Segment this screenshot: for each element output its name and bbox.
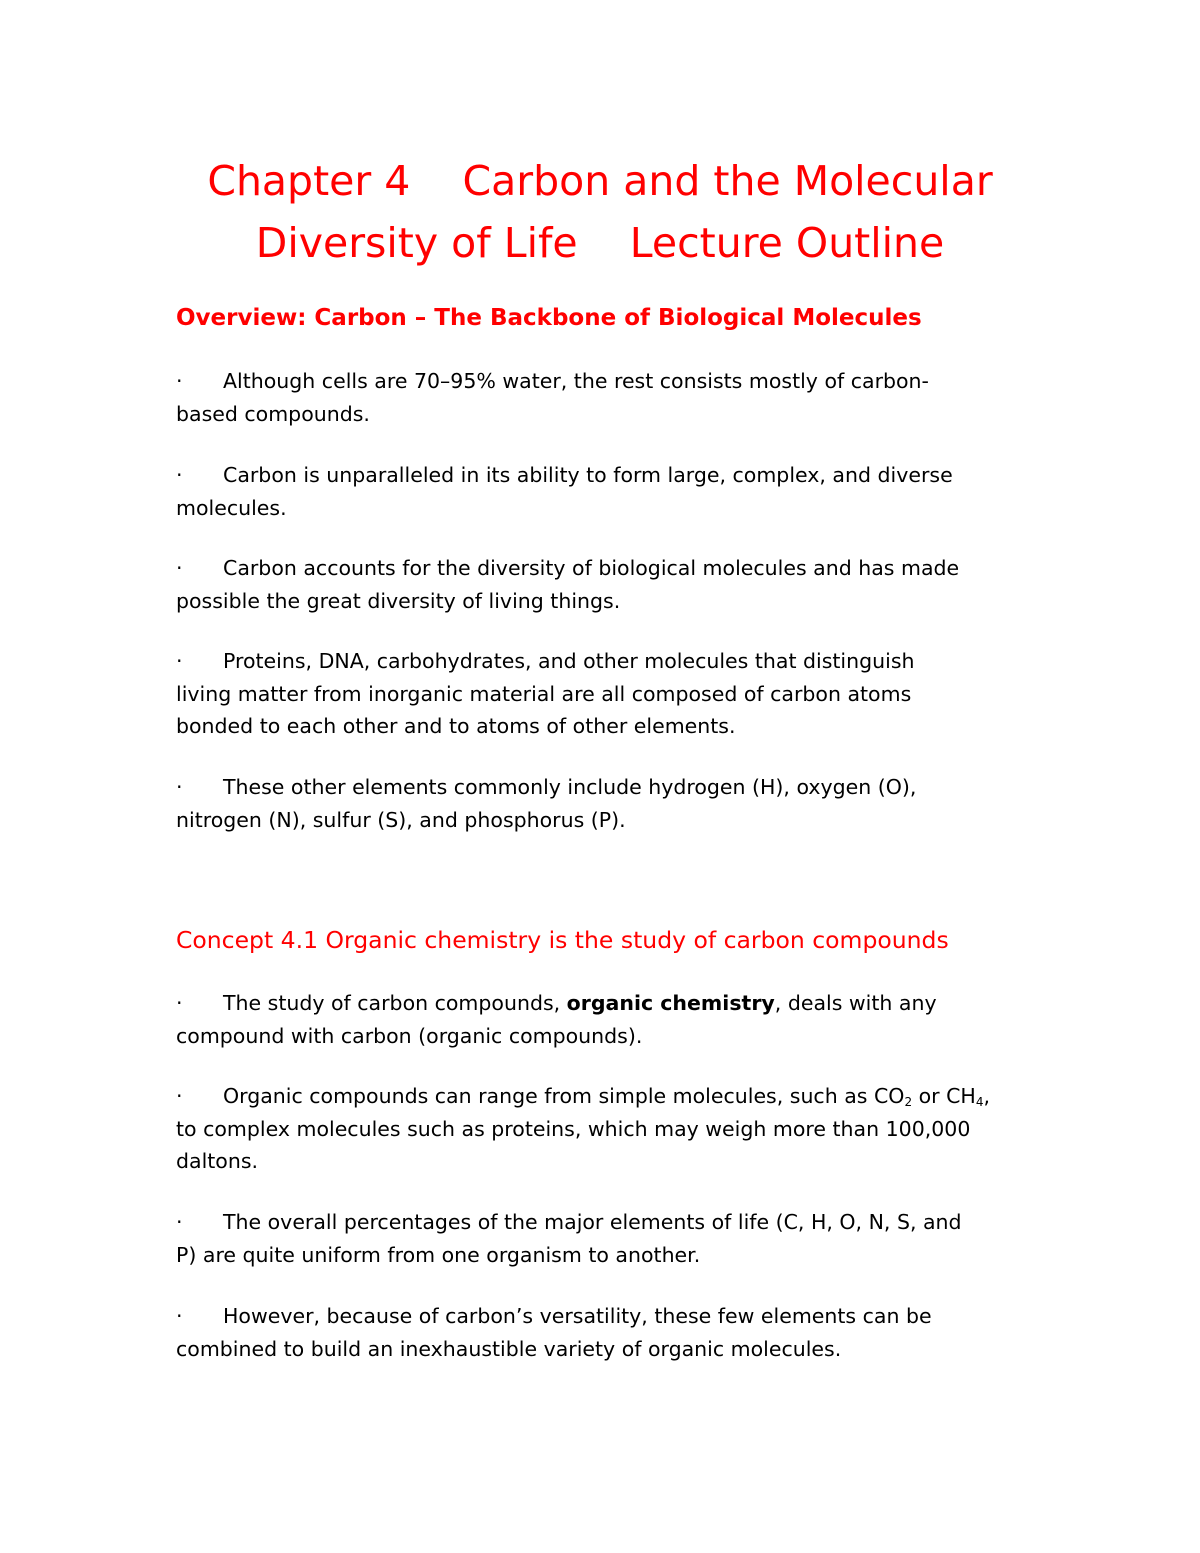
bullet-text: possible the great diversity of living things. [176, 588, 621, 613]
bullet-dot: · [176, 649, 183, 673]
bullet-dot: · [176, 369, 183, 393]
bullet-text: , [983, 1084, 990, 1108]
concept-bullet-1 [176, 987, 1036, 1052]
overview-bullet-3 [176, 552, 1036, 617]
concept-bullet-2 [176, 1080, 1036, 1178]
concept-bullet-3 [176, 1206, 1036, 1271]
bullet-dot: · [176, 1210, 183, 1234]
bullet-text: However, because of carbon’s versatility, these few elements can be [223, 1304, 932, 1328]
bullet-text: living matter from inorganic material are all composed of carbon atoms [176, 681, 912, 706]
bullet-dot: · [176, 775, 183, 799]
bullet-text: Although cells are 70–95% water, the rest consists mostly of carbon- [223, 369, 929, 393]
subscript: 2 [904, 1095, 913, 1109]
bullet-text: to complex molecules such as proteins, which may weigh more than 100,000 [176, 1116, 971, 1141]
bullet-text: molecules. [176, 495, 287, 520]
bullet-dot: · [176, 991, 183, 1015]
bullet-dot: · [176, 556, 183, 580]
bullet-text: These other elements commonly include hydrogen (H), oxygen (O), [223, 775, 917, 799]
bullet-text: Organic compounds can range from simple molecules, such as CO [223, 1084, 905, 1108]
page-title [120, 150, 1080, 274]
bullet-text: based compounds. [176, 401, 370, 426]
overview-bullet-2 [176, 459, 1036, 524]
bullet-text: or CH [912, 1084, 976, 1108]
title-line-2: Diversity of Life Lecture Outline [255, 219, 945, 267]
bullet-text: , deals with any [774, 991, 937, 1015]
bullet-text: combined to build an inexhaustible variety of organic molecules. [176, 1336, 842, 1361]
bullet-text: Carbon accounts for the diversity of biological molecules and has made [223, 556, 960, 580]
bullet-text: daltons. [176, 1149, 259, 1173]
bullet-dot: · [176, 463, 183, 487]
term-organic-chemistry: organic chemistry [566, 991, 775, 1015]
bullet-dot: · [176, 1084, 183, 1108]
bullet-text: The overall percentages of the major elements of life (C, H, O, N, S, and [223, 1210, 962, 1234]
overview-bullet-5 [176, 771, 1036, 836]
bullet-text: compound with carbon (organic compounds). [176, 1023, 643, 1048]
bullet-text: P) are quite uniform from one organism to another. [176, 1242, 701, 1267]
bullet-text: Carbon is unparalleled in its ability to form large, complex, and diverse [223, 463, 953, 487]
overview-bullet-4 [176, 645, 1036, 743]
concept-bullet-4 [176, 1300, 1036, 1365]
title-line-1: Chapter 4 Carbon and the Molecular [207, 157, 993, 205]
subscript: 4 [975, 1095, 984, 1109]
bullet-text: Proteins, DNA, carbohydrates, and other molecules that distinguish [223, 649, 915, 673]
bullet-text: The study of carbon compounds, [223, 991, 567, 1015]
overview-bullet-1 [176, 365, 1036, 430]
concept-heading: Concept 4.1 Organic chemistry is the study of carbon compounds [176, 926, 949, 954]
bullet-dot: · [176, 1304, 183, 1328]
bullet-text: bonded to each other and to atoms of other elements. [176, 714, 736, 738]
overview-heading: Overview: Carbon – The Backbone of Biological Molecules [176, 305, 922, 331]
bullet-text: nitrogen (N), sulfur (S), and phosphorus (P). [176, 807, 626, 832]
